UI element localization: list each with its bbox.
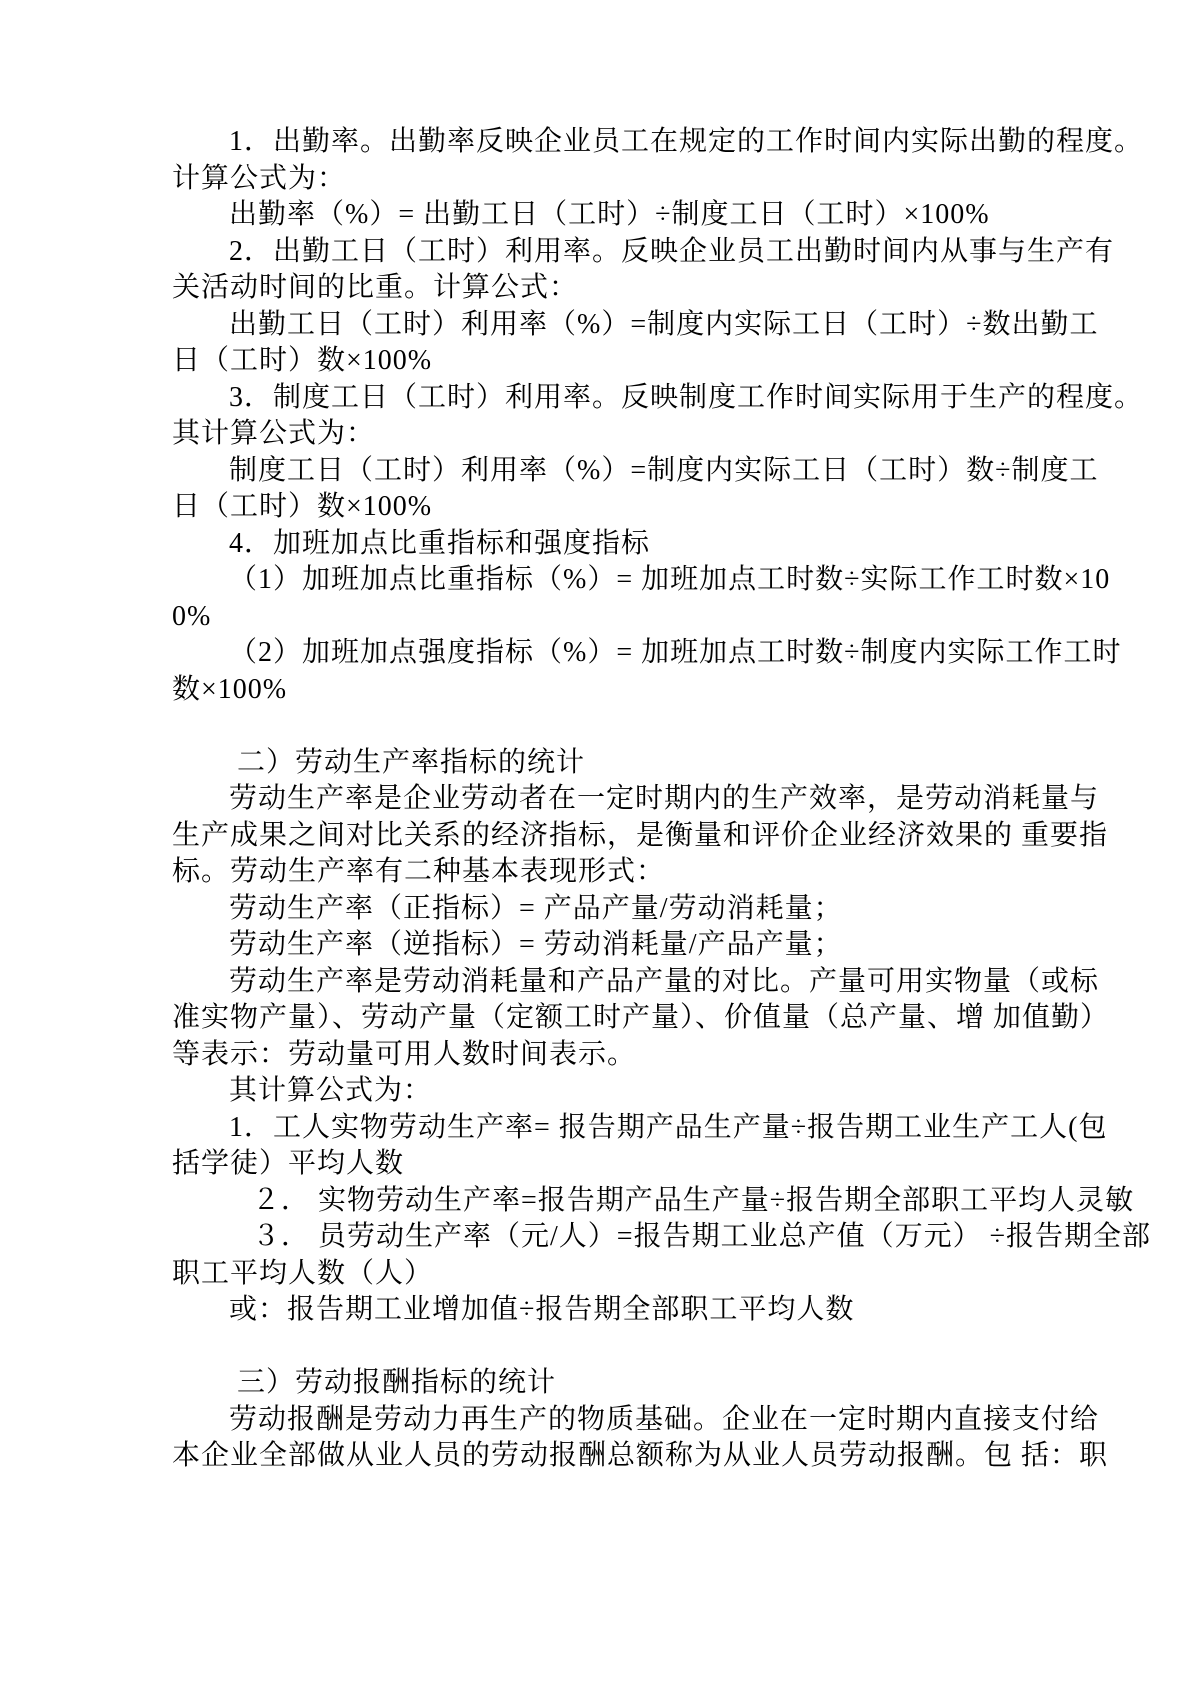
text-line: 1．出勤率。出勤率反映企业员工在规定的工作时间内实际出勤的程度。 [229,126,1144,157]
text-line: 准实物产量）、劳动产量（定额工时产量）、价值量（总产量、增 加值勤） [172,1002,1110,1033]
text-line: （2）加班加点强度指标（%）= 加班加点工时数÷制度内实际工作工时 [229,637,1122,668]
text-line: 出勤工日（工时）利用率（%）=制度内实际工日（工时）÷数出勤工 [229,308,1099,340]
text-line: 2．出勤工日（工时）利用率。反映企业员工出勤时间内从事与生产有 [229,235,1115,267]
text-line: 等表示：劳动量可用人数时间表示。 [172,1038,637,1070]
text-line: ３． 员劳动生产率（元/人）=报告期工业总产值（万元） ÷报告期全部 [252,1221,1151,1252]
text-line: 4．加班加点比重指标和强度指标 [229,527,651,559]
text-line: 其计算公式为： [172,418,376,449]
text-line: 计算公式为： [172,162,347,194]
text-line: 本企业全部做从业人员的劳动报酬总额称为从业人员劳动报酬。包 括：职 [172,1440,1109,1471]
text-line: 劳动生产率是企业劳动者在一定时期内的生产效率，是劳动消耗量与 [229,783,1100,814]
text-line: 3．制度工日（工时）利用率。反映制度工作时间实际用于生产的程度。 [229,381,1144,413]
text-line: 数×100% [172,673,288,705]
text-line: 出勤率（%）= 出勤工日（工时）÷制度工日（工时）×100% [229,199,990,230]
text-line: 括学徒）平均人数 [172,1148,405,1179]
blank-line [172,708,1053,745]
text-line: 日（工时）数×100% [172,345,433,376]
text-line: 劳动生产率（正指标）= 产品产量/劳动消耗量； [229,892,843,924]
text-line: ２． 实物劳动生产率=报告期产品生产量÷报告期全部职工平均人灵敏 [252,1184,1135,1216]
text-line: 制度工日（工时）利用率（%）=制度内实际工日（工时）数÷制度工 [229,454,1099,486]
text-line: 或：报告期工业增加值÷报告期全部职工平均人数 [229,1294,855,1325]
text-line: 劳动生产率是劳动消耗量和产品产量的对比。产量可用实物量（或标 [229,965,1100,997]
text-line: 二）劳动生产率指标的统计 [237,746,586,778]
text-line: （1）加班加点比重指标（%）= 加班加点工时数÷实际工作工时数×10 [229,564,1111,595]
text-line: 其计算公式为： [229,1075,433,1106]
text-line: 标。劳动生产率有二种基本表现形式： [172,856,666,887]
text-line: 0% [172,600,212,632]
text-line: 生产成果之间对比关系的经济指标，是衡量和评价企业经济效果的 重要指 [172,819,1109,851]
text-line: 劳动生产率（逆指标）= 劳动消耗量/产品产量； [229,929,843,960]
text-line: 职工平均人数（人） [172,1257,434,1289]
text-line: 1．工人实物劳动生产率= 报告期产品生产量÷报告期工业生产工人(包 [229,1111,1108,1143]
text-line: 三）劳动报酬指标的统计 [237,1367,557,1398]
text-line: 关活动时间的比重。计算公式： [172,272,579,303]
blank-line [172,1329,1053,1366]
text-line: 劳动报酬是劳动力再生产的物质基础。企业在一定时期内直接支付给 [229,1403,1100,1435]
text-line: 日（工时）数×100% [172,491,433,522]
